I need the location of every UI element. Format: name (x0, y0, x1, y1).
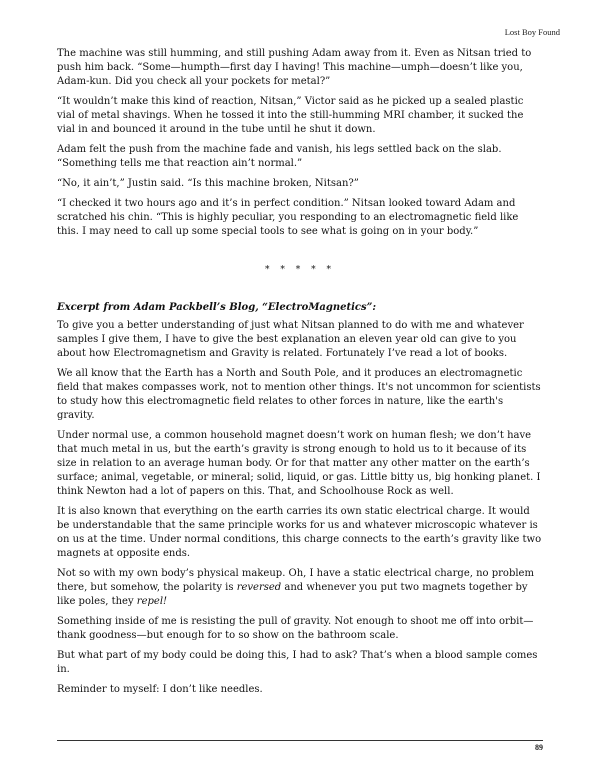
paragraph: Something inside of me is resisting the pull of gravity. Not enough to shoot me off into orbit—thank goodness—but enough for to so show on the bathroom scale. (57, 616, 534, 641)
emphasis-repel: repel! (136, 596, 168, 607)
scene-separator: * * * * * (265, 265, 335, 275)
paragraph: “I checked it two hours ago and it’s in perfect condition.” Nitsan looked toward Adam and scratched his chin. “This is highly peculiar, you responding to an electromagnetic field like this. I may need to call up some special tools to see what is going on in your body.” (57, 198, 519, 237)
page-body (57, 47, 543, 703)
footer-rule (57, 740, 543, 741)
paragraph: Adam felt the push from the machine fade and vanish, his legs settled back on the slab. “Something tells me that reaction ain’t normal.” (57, 144, 502, 169)
paragraph: Under normal use, a common household magnet doesn’t work on human flesh; we don’t have that much metal in us, but the earth’s gravity is strong enough to hold us to it because of its size in relation to an average human body. Or for that matter any other matter on the earth’s surface; animal, vegetable, or mineral; solid, liquid, or gas. Little bitty us, big honking planet. I think Newton had a lot of papers on this. That, and Schoolhouse Rock as well. (57, 430, 541, 497)
paragraph (57, 567, 543, 609)
paragraph: We all know that the Earth has a North and South Pole, and it produces an electromagnetic field that makes compasses work, not to mention other things. It's not uncommon for scientists to study how this electromagnetic field relates to other forces in nature, like the earth's gravity. (57, 368, 541, 421)
paragraph: “No, it ain’t,” Justin said. “Is this machine broken, Nitsan?” (57, 178, 359, 189)
paragraph: It is also known that everything on the earth carries its own static electrical charge. It would be understandable that the same principle works for us and whatever microscopic whatever is on us at the time. Under normal conditions, this charge connects to the earth’s gravity like two magnets at opposite ends. (57, 506, 542, 559)
paragraph: But what part of my body could be doing this, I had to ask? That’s when a blood sample comes in. (57, 650, 538, 675)
page-number: 89 (535, 743, 543, 752)
paragraph: “It wouldn’t make this kind of reaction, Nitsan,” Victor said as he picked up a sealed plastic vial of metal shavings. When he tossed it into the still-humming MRI chamber, it sucked the vial in and bounced it around in the tube until he shut it down. (57, 96, 524, 135)
emphasis-reversed: reversed (236, 582, 282, 593)
running-header: Lost Boy Found (504, 27, 560, 37)
blog-excerpt-heading: Excerpt from Adam Packbell’s Blog, “ElectroMagnetics”: (57, 302, 377, 313)
text-run: and whenever you put two magnets together by like poles, they (57, 582, 528, 607)
paragraph: To give you a better understanding of just what Nitsan planned to do with me and whatever samples I give them, I have to give the best explanation an eleven year old can give to you about how Electromagnetism and Gravity is related. Fortunately I’ve read a lot of books. (57, 320, 524, 359)
text-run: Not so with my own body’s physical makeup. Oh, I have a static electrical charge, no problem there, but somehow, the polarity is (57, 568, 534, 593)
paragraph: Reminder to myself: I don’t like needles. (57, 684, 263, 695)
paragraph: The machine was still humming, and still pushing Adam away from it. Even as Nitsan tried to push him back. “Some—humpth—first day I having! This machine—umph—doesn’t like you, Adam-kun. Did you check all your pockets for metal?” (57, 48, 532, 87)
